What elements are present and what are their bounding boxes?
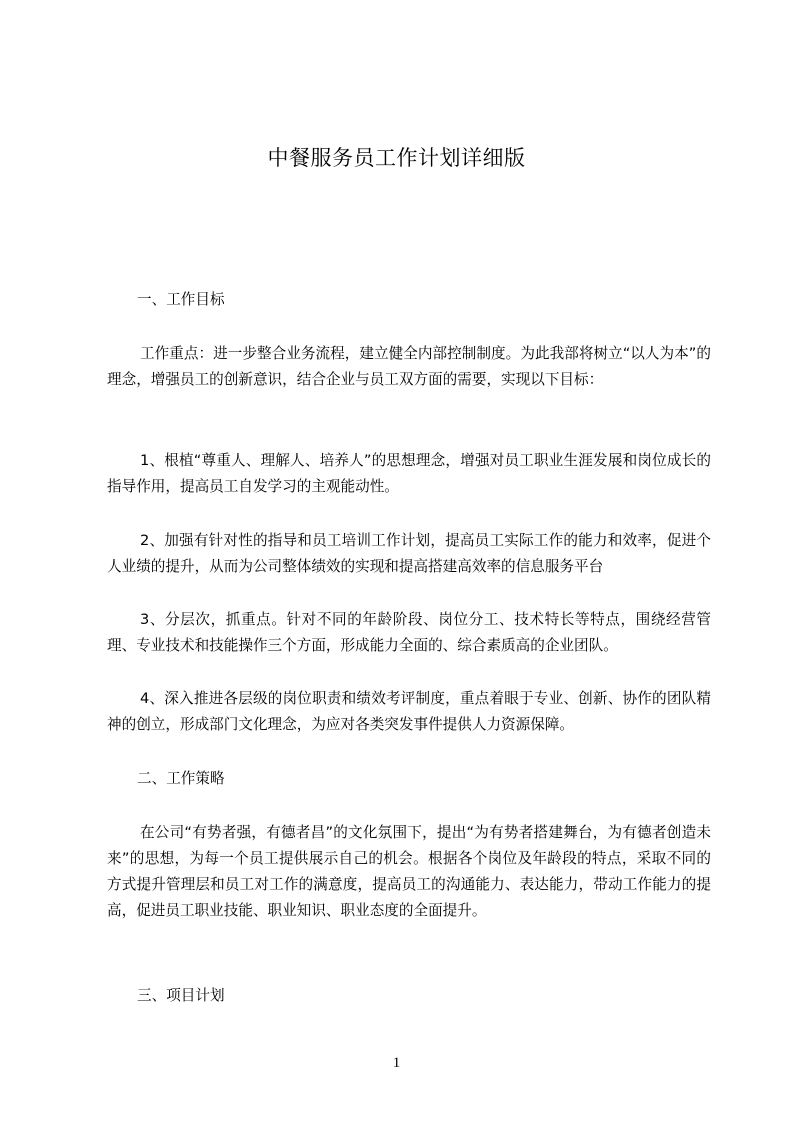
paragraph-strategy: 在公司“有势者强，有德者昌”的文化氛围下，提出“为有势者搭建舞台，为有德者创造未来”的思想，为每一个员工提供展示自己的机会。根据各个岗位及年龄段的特点，采取不同的方式提升管理层和员工对工作的满意度，提高员工的沟通能力、表达能力，带动工作能力的提高，促进员工职业技能、职业知识、职业态度的全面提升。 (107, 824, 711, 919)
paragraph-goal-2: 2、加强有针对性的指导和员工培训工作计划，提高员工实际工作的能力和效率，促进个人业绩的提升，从而为公司整体绩效的实现和提高搭建高效率的信息服务平台 (107, 532, 711, 575)
section-heading-strategy: 二、工作策略 (137, 770, 225, 787)
paragraph-goals-intro: 工作重点：进一步整合业务流程，建立健全内部控制制度。为此我部将树立“以人为本”的理念，增强员工的创新意识，结合企业与员工双方面的需要，实现以下目标： (107, 345, 711, 388)
page-number: 1 (392, 1055, 401, 1071)
paragraph-goal-4: 4、深入推进各层级的岗位职责和绩效考评制度，重点着眼于专业、创新、协作的团队精神的创立，形成部门文化理念，为应对各类突发事件提供人力资源保障。 (107, 690, 711, 733)
section-heading-project-plan: 三、项目计划 (137, 987, 225, 1004)
paragraph-goal-3: 3、分层次，抓重点。针对不同的年龄阶段、岗位分工、技术特长等特点，围绕经营管理、专业技术和技能操作三个方面，形成能力全面的、综合素质高的企业团队。 (107, 611, 711, 654)
section-heading-goals: 一、工作目标 (137, 291, 225, 308)
document-title: 中餐服务员工作计划详细版 (267, 146, 526, 170)
paragraph-goal-1: 1、根植“尊重人、理解人、培养人”的思想理念，增强对员工职业生涯发展和岗位成长的指导作用，提高员工自发学习的主观能动性。 (107, 452, 711, 495)
